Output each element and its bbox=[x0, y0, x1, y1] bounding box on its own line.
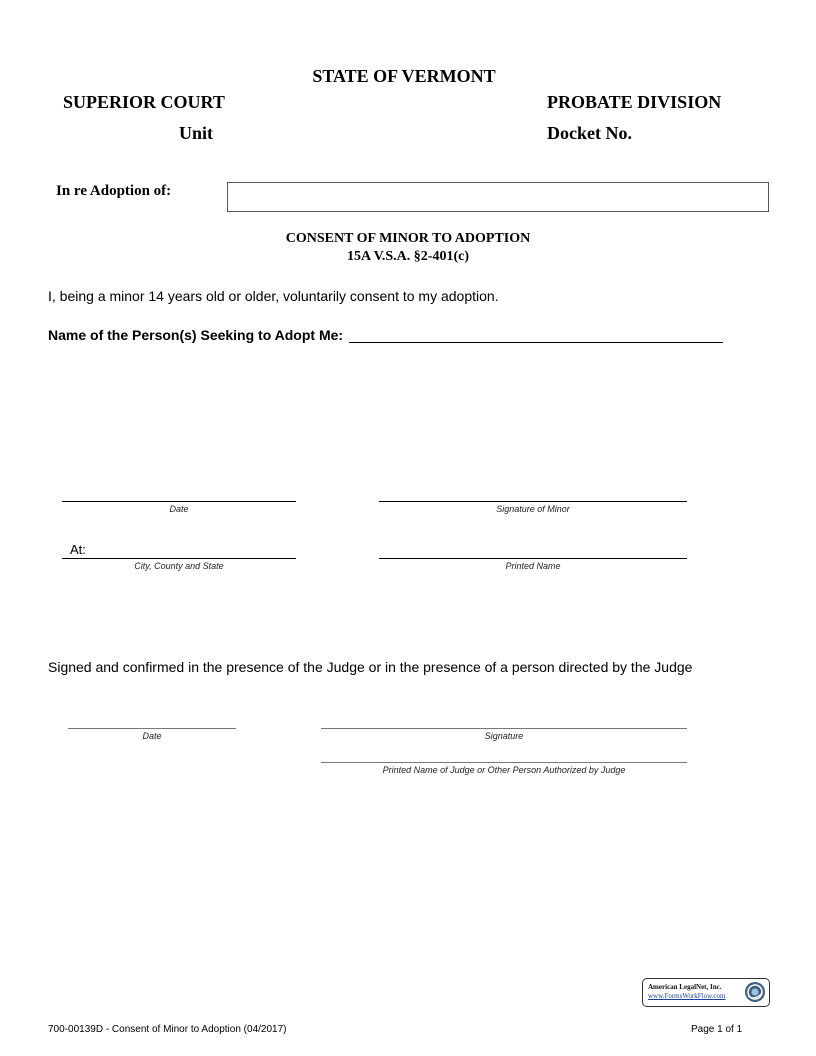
confirmation-statement: Signed and confirmed in the presence of the Judge or in the presence of a person directed by the Judge bbox=[48, 659, 693, 675]
logo-url[interactable]: www.FormsWorkFlow.com bbox=[648, 992, 726, 1000]
judge-signature-caption: Signature bbox=[484, 731, 524, 741]
minor-signature-caption: Signature of Minor bbox=[496, 504, 570, 514]
docket-label: Docket No. bbox=[547, 123, 632, 143]
unit-label: Unit bbox=[179, 123, 214, 143]
legalnet-logo[interactable] bbox=[642, 978, 770, 1007]
minor-signature-line[interactable] bbox=[379, 501, 687, 502]
legalnet-globe-icon bbox=[744, 981, 766, 1003]
minor-date-caption: Date bbox=[169, 504, 189, 514]
footer-page-number: Page 1 of 1 bbox=[691, 1024, 743, 1035]
court-heading: SUPERIOR COURT bbox=[63, 92, 225, 112]
form-statute: 15A V.S.A. §2-401(c) bbox=[347, 249, 469, 264]
state-heading: STATE OF VERMONT bbox=[312, 66, 496, 86]
judge-date-caption: Date bbox=[142, 731, 162, 741]
judge-printed-name-caption: Printed Name of Judge or Other Person Authorized by Judge bbox=[382, 765, 626, 775]
form-title: CONSENT OF MINOR TO ADOPTION bbox=[285, 231, 531, 246]
division-heading: PROBATE DIVISION bbox=[547, 92, 722, 112]
location-caption: City, County and State bbox=[134, 561, 224, 571]
adopters-label: Name of the Person(s) Seeking to Adopt Me: bbox=[48, 327, 344, 343]
adopters-field[interactable] bbox=[349, 342, 723, 343]
minor-date-line[interactable] bbox=[62, 501, 296, 502]
judge-signature-line[interactable] bbox=[321, 728, 687, 729]
judge-printed-name-line[interactable] bbox=[321, 762, 687, 763]
in-re-label: In re Adoption of: bbox=[56, 183, 172, 199]
consent-statement: I, being a minor 14 years old or older, voluntarily consent to my adoption. bbox=[48, 288, 499, 304]
at-label: At: bbox=[70, 542, 86, 557]
logo-company-name: American LegalNet, Inc. bbox=[648, 983, 722, 991]
footer-form-id: 700-00139D - Consent of Minor to Adoption (04/2017) bbox=[48, 1024, 287, 1035]
minor-printed-name-caption: Printed Name bbox=[505, 561, 561, 571]
in-re-adoption-field[interactable] bbox=[227, 182, 769, 212]
minor-printed-name-line[interactable] bbox=[379, 558, 687, 559]
location-line[interactable] bbox=[62, 558, 296, 559]
judge-date-line[interactable] bbox=[68, 728, 236, 729]
